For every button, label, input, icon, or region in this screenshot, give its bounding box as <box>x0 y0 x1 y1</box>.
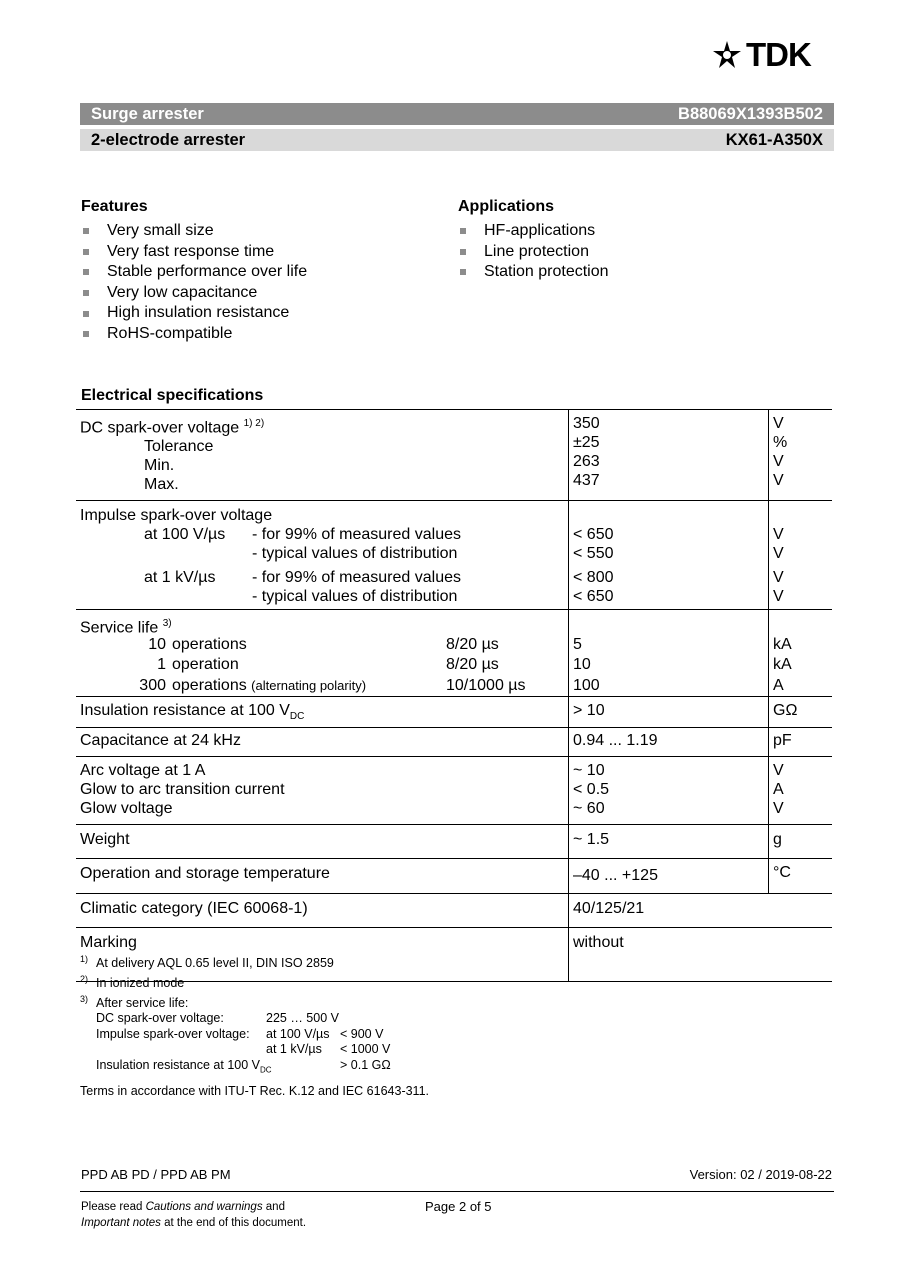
after-impulse-line: Impulse spark-over voltage: at 100 V/µs < 900 V <box>96 1026 384 1041</box>
list-item: High insulation resistance <box>81 303 307 324</box>
weight-unit: g <box>769 825 833 859</box>
service-value: 10 <box>573 656 591 674</box>
impulse-unit: V <box>773 588 784 606</box>
footer-note: Please read Cautions and warnings and Important notes at the end of this document. <box>81 1201 307 1229</box>
table-row <box>76 728 832 757</box>
table-row <box>76 410 832 501</box>
service-wave: 8/20 µs <box>446 656 499 674</box>
insulation-unit: GΩ <box>769 697 833 728</box>
impulse-desc: - typical values of distribution <box>252 588 458 606</box>
impulse-unit: V <box>773 526 784 544</box>
applications-section <box>458 198 609 283</box>
page-number: Page 2 of 5 <box>425 1199 492 1214</box>
impulse-value: < 650 <box>573 526 614 544</box>
list-item: HF-applications <box>458 221 609 242</box>
arc-voltage-value: ~ 10 <box>573 762 605 780</box>
product-category: Surge arrester <box>91 104 204 123</box>
glow-arc-unit: A <box>773 781 784 799</box>
list-item: Very small size <box>81 221 307 242</box>
impulse-desc: - typical values of distribution <box>252 545 458 563</box>
service-wave: 8/20 µs <box>446 636 499 654</box>
min-value: 263 <box>573 453 600 470</box>
dc-footnote-ref: 1) 2) <box>243 418 265 429</box>
service-op: operations <box>172 677 247 695</box>
impulse-desc: - for 99% of measured values <box>252 569 461 587</box>
applications-list <box>458 221 609 283</box>
insulation-label: Insulation resistance at 100 V <box>80 702 290 720</box>
bullet-square-icon <box>83 249 89 255</box>
tolerance-label: Tolerance <box>144 438 214 456</box>
weight-value: ~ 1.5 <box>569 825 769 859</box>
electrical-title: Electrical specifications <box>81 387 264 404</box>
impulse-value: < 800 <box>573 569 614 587</box>
climatic-label: Climatic category (IEC 60068-1) <box>76 894 569 928</box>
impulse-unit: V <box>773 545 784 563</box>
bullet-square-icon <box>83 290 89 296</box>
bullet-square-icon <box>460 228 466 234</box>
footer-divider <box>80 1191 834 1192</box>
footnote-3: $^{3)}$ After service life: <box>80 993 189 1010</box>
service-unit: kA <box>773 636 792 654</box>
dc-value: 350 <box>573 415 600 432</box>
glow-voltage-label: Glow voltage <box>80 800 173 818</box>
min-label: Min. <box>144 457 175 475</box>
impulse-rate-100: at 100 V/µs <box>144 526 226 544</box>
list-item: Station protection <box>458 262 609 283</box>
features-list <box>81 221 307 345</box>
service-wave: 10/1000 µs <box>446 677 526 695</box>
bullet-square-icon <box>83 331 89 337</box>
service-count: 1 <box>157 656 166 674</box>
service-count: 300 <box>139 677 166 695</box>
service-op: operation <box>172 656 239 674</box>
footer-version: Version: 02 / 2019-08-22 <box>689 1167 832 1182</box>
min-unit: V <box>773 453 784 470</box>
impulse-rate-1k: at 1 kV/µs <box>144 569 216 587</box>
part-number: B88069X1393B502 <box>678 104 823 123</box>
bullet-square-icon <box>460 269 466 275</box>
tdk-emblem-icon <box>712 40 742 70</box>
service-count: 10 <box>148 636 166 654</box>
footnote-2: $^{2)}$ In ionized mode <box>80 973 185 990</box>
capacitance-label: Capacitance at 24 kHz <box>76 728 569 757</box>
tdk-logo <box>712 38 811 71</box>
impulse-label: Impulse spark-over voltage <box>80 507 273 525</box>
service-note: (alternating polarity) <box>251 678 367 694</box>
product-type: KX61-A350X <box>725 130 823 149</box>
climatic-value: 40/125/21 <box>569 894 833 928</box>
service-value: 100 <box>573 677 600 695</box>
table-row <box>76 859 832 894</box>
impulse-value: < 650 <box>573 588 614 606</box>
list-item: RoHS-compatible <box>81 324 307 345</box>
temperature-unit: °C <box>769 859 833 894</box>
applications-title: Applications <box>458 198 555 215</box>
arc-voltage-label: Arc voltage at 1 A <box>80 762 206 780</box>
impulse-value: < 550 <box>573 545 614 563</box>
temperature-value: –40 ... +125 <box>569 859 769 894</box>
footnotes <box>80 952 429 1100</box>
insulation-value: > 10 <box>569 697 769 728</box>
logo-text: TDK <box>746 36 811 73</box>
table-row <box>76 610 832 697</box>
after-insulation-line: Insulation resistance at 100 $V_{DC}$ > 0.1 GΩ <box>96 1058 391 1075</box>
capacitance-unit: pF <box>769 728 833 757</box>
glow-arc-label: Glow to arc transition current <box>80 781 285 799</box>
list-item: Line protection <box>458 242 609 263</box>
table-row <box>76 825 832 859</box>
service-unit: kA <box>773 656 792 674</box>
service-unit: A <box>773 677 784 695</box>
insulation-sub: DC <box>289 711 305 723</box>
bullet-square-icon <box>460 249 466 255</box>
temperature-label: Operation and storage temperature <box>76 859 569 894</box>
arc-voltage-unit: V <box>773 762 784 780</box>
tolerance-unit: % <box>773 434 788 451</box>
impulse-unit: V <box>773 569 784 587</box>
tolerance-value: ±25 <box>573 434 600 451</box>
product-subtitle: 2-electrode arrester <box>91 130 246 149</box>
header-band-type <box>80 129 834 151</box>
list-item: Very low capacitance <box>81 283 307 304</box>
impulse-desc: - for 99% of measured values <box>252 526 461 544</box>
glow-voltage-unit: V <box>773 800 784 818</box>
after-impulse-line-2: at 1 kV/µs < 1000 V <box>266 1042 391 1057</box>
service-life-label: Service life <box>80 619 159 637</box>
glow-voltage-value: ~ 60 <box>573 800 605 818</box>
footer-dept: PPD AB PD / PPD AB PM <box>81 1167 231 1182</box>
bullet-square-icon <box>83 228 89 234</box>
table-row <box>76 697 832 728</box>
service-value: 5 <box>573 636 582 654</box>
max-value: 437 <box>573 472 600 489</box>
capacitance-value: 0.94 ... 1.19 <box>569 728 769 757</box>
table-row <box>76 757 832 825</box>
marking-label: Marking <box>76 928 569 982</box>
footnote-1: $^{1)}$ At delivery AQL 0.65 level II, DIN ISO 2859 <box>80 954 334 971</box>
marking-value: without <box>569 928 833 982</box>
list-item: Stable performance over life <box>81 262 307 283</box>
bullet-square-icon <box>83 311 89 317</box>
list-item: Very fast response time <box>81 242 307 263</box>
weight-label: Weight <box>76 825 569 859</box>
electrical-spec-table <box>76 409 832 982</box>
max-unit: V <box>773 472 784 489</box>
table-row <box>76 894 832 928</box>
dc-label: DC spark-over voltage <box>80 419 240 437</box>
bullet-square-icon <box>83 269 89 275</box>
table-row <box>76 501 832 610</box>
header-band-product <box>80 103 834 125</box>
after-dc-line: DC spark-over voltage: 225 … 500 V <box>96 1011 339 1026</box>
max-label: Max. <box>144 476 179 494</box>
features-section <box>81 198 307 345</box>
glow-arc-value: < 0.5 <box>573 781 610 799</box>
dc-unit: V <box>773 415 784 432</box>
service-op: operations <box>172 636 247 654</box>
terms-note: Terms in accordance with ITU-T Rec. K.12 and IEC 61643-311. <box>80 1084 430 1099</box>
service-footnote-ref: 3) <box>162 618 172 630</box>
features-title: Features <box>81 198 148 215</box>
